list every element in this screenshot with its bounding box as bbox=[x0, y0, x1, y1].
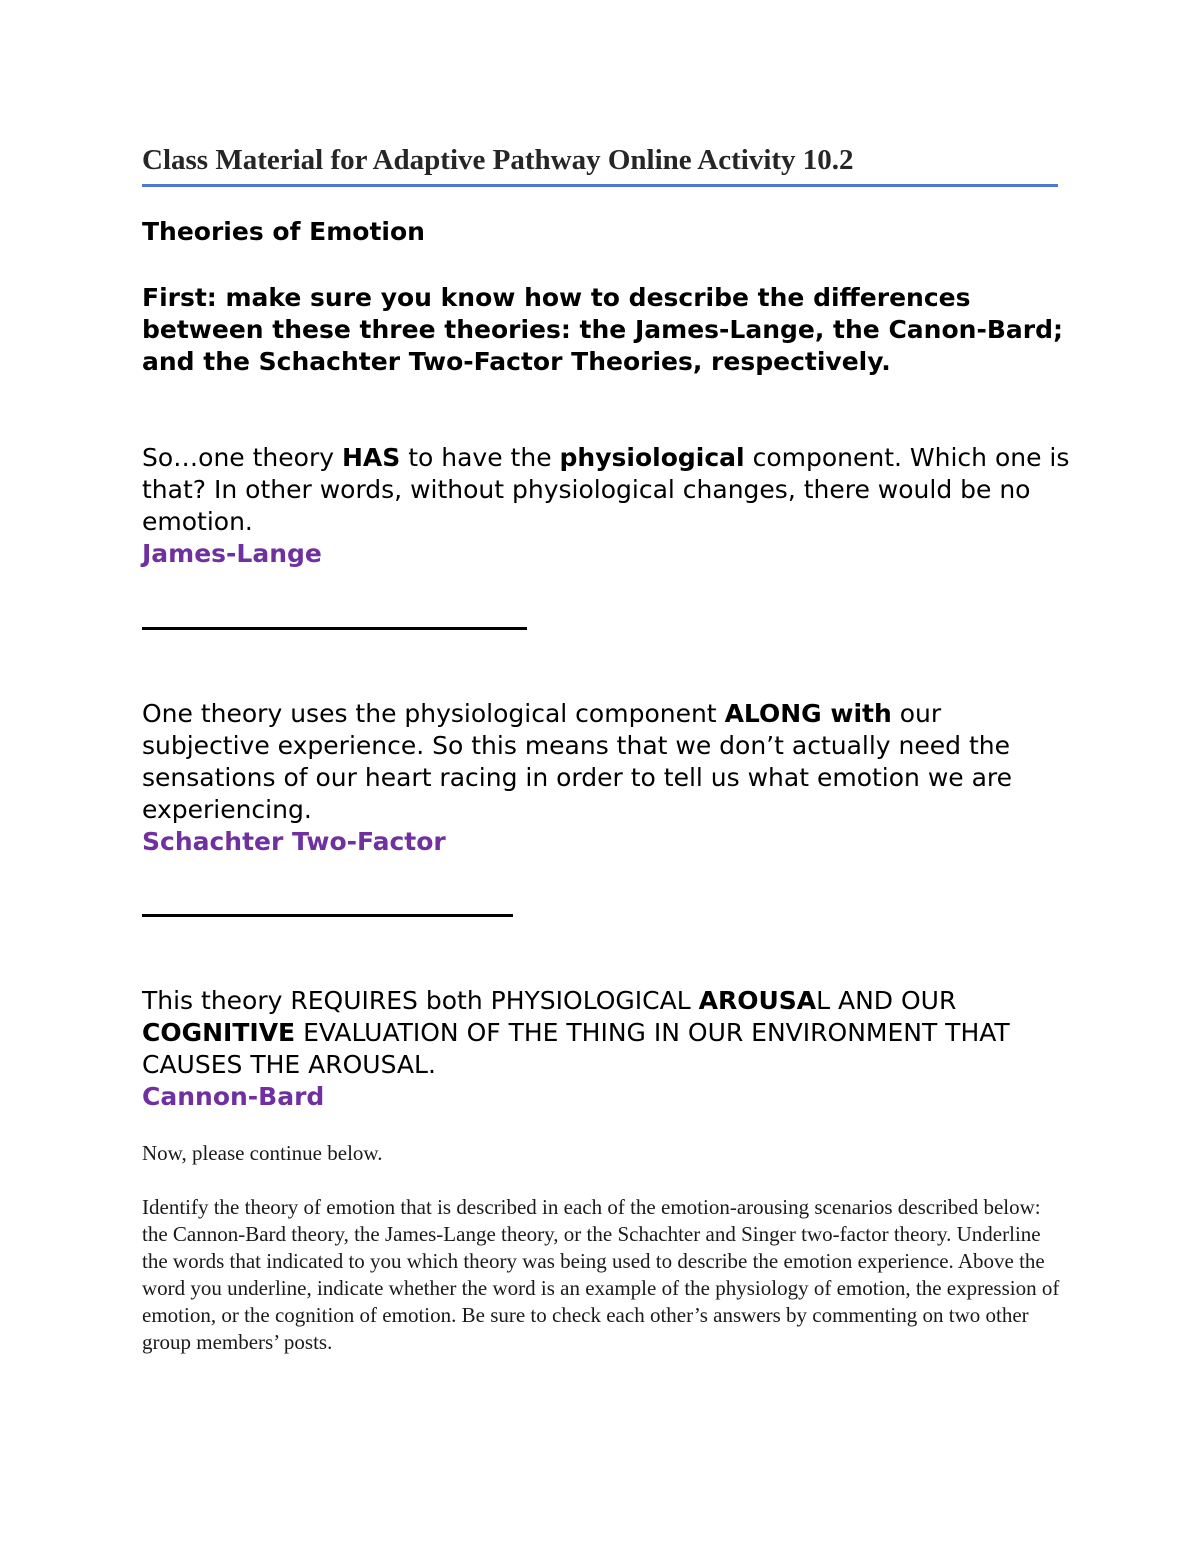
answer-divider-1 bbox=[142, 627, 527, 630]
instruction-text: First: make sure you know how to describe the differences between these three theories: the James-Lange, the Canon-Bard; and the Schachter Two-Factor Theories, respectively. bbox=[142, 283, 1063, 376]
question-3-answer: Cannon-Bard bbox=[142, 1082, 325, 1111]
question-2-answer: Schachter Two-Factor bbox=[142, 827, 446, 856]
continue-text: Now, please continue below. bbox=[142, 1141, 383, 1165]
section-heading: Theories of Emotion bbox=[142, 217, 425, 246]
answer-divider-2 bbox=[142, 914, 513, 917]
document-title: Class Material for Adaptive Pathway Online Activity 10.2 bbox=[142, 144, 854, 176]
question-2 bbox=[142, 698, 1072, 858]
instructions-paragraph: Identify the theory of emotion that is described in each of the emotion-arousing scenarios described below: the Cannon-Bard theory, the James-Lange theory, or the Schachter and Singer two-factor theory. Underline the words that indicated to you which theory was being used to describe the emotion experience. Above the word you underline, indicate whether the word is an example of the physiology of emotion, the expression of emotion, or the cognition of emotion. Be sure to check each other’s answers by commenting on two other group members’ posts. bbox=[142, 1195, 1060, 1354]
question-3 bbox=[142, 985, 1072, 1113]
question-3-text: This theory REQUIRES both PHYSIOLOGICAL AROUSAL AND OUR COGNITIVE EVALUATION OF THE THING IN OUR ENVIRONMENT THAT CAUSES THE AROUSAL. bbox=[142, 986, 1010, 1079]
question-1 bbox=[142, 442, 1072, 570]
title-underline bbox=[142, 184, 1058, 187]
question-1-text: So…one theory HAS to have the physiological component. Which one is that? In other words, without physiological changes, there would be no emotion. bbox=[142, 443, 1070, 536]
question-1-answer: James-Lange bbox=[142, 539, 322, 568]
question-2-text: One theory uses the physiological component ALONG with our subjective experience. So this means that we don’t actually need the sensations of our heart racing in order to tell us what emotion we are experiencing. bbox=[142, 699, 1013, 824]
